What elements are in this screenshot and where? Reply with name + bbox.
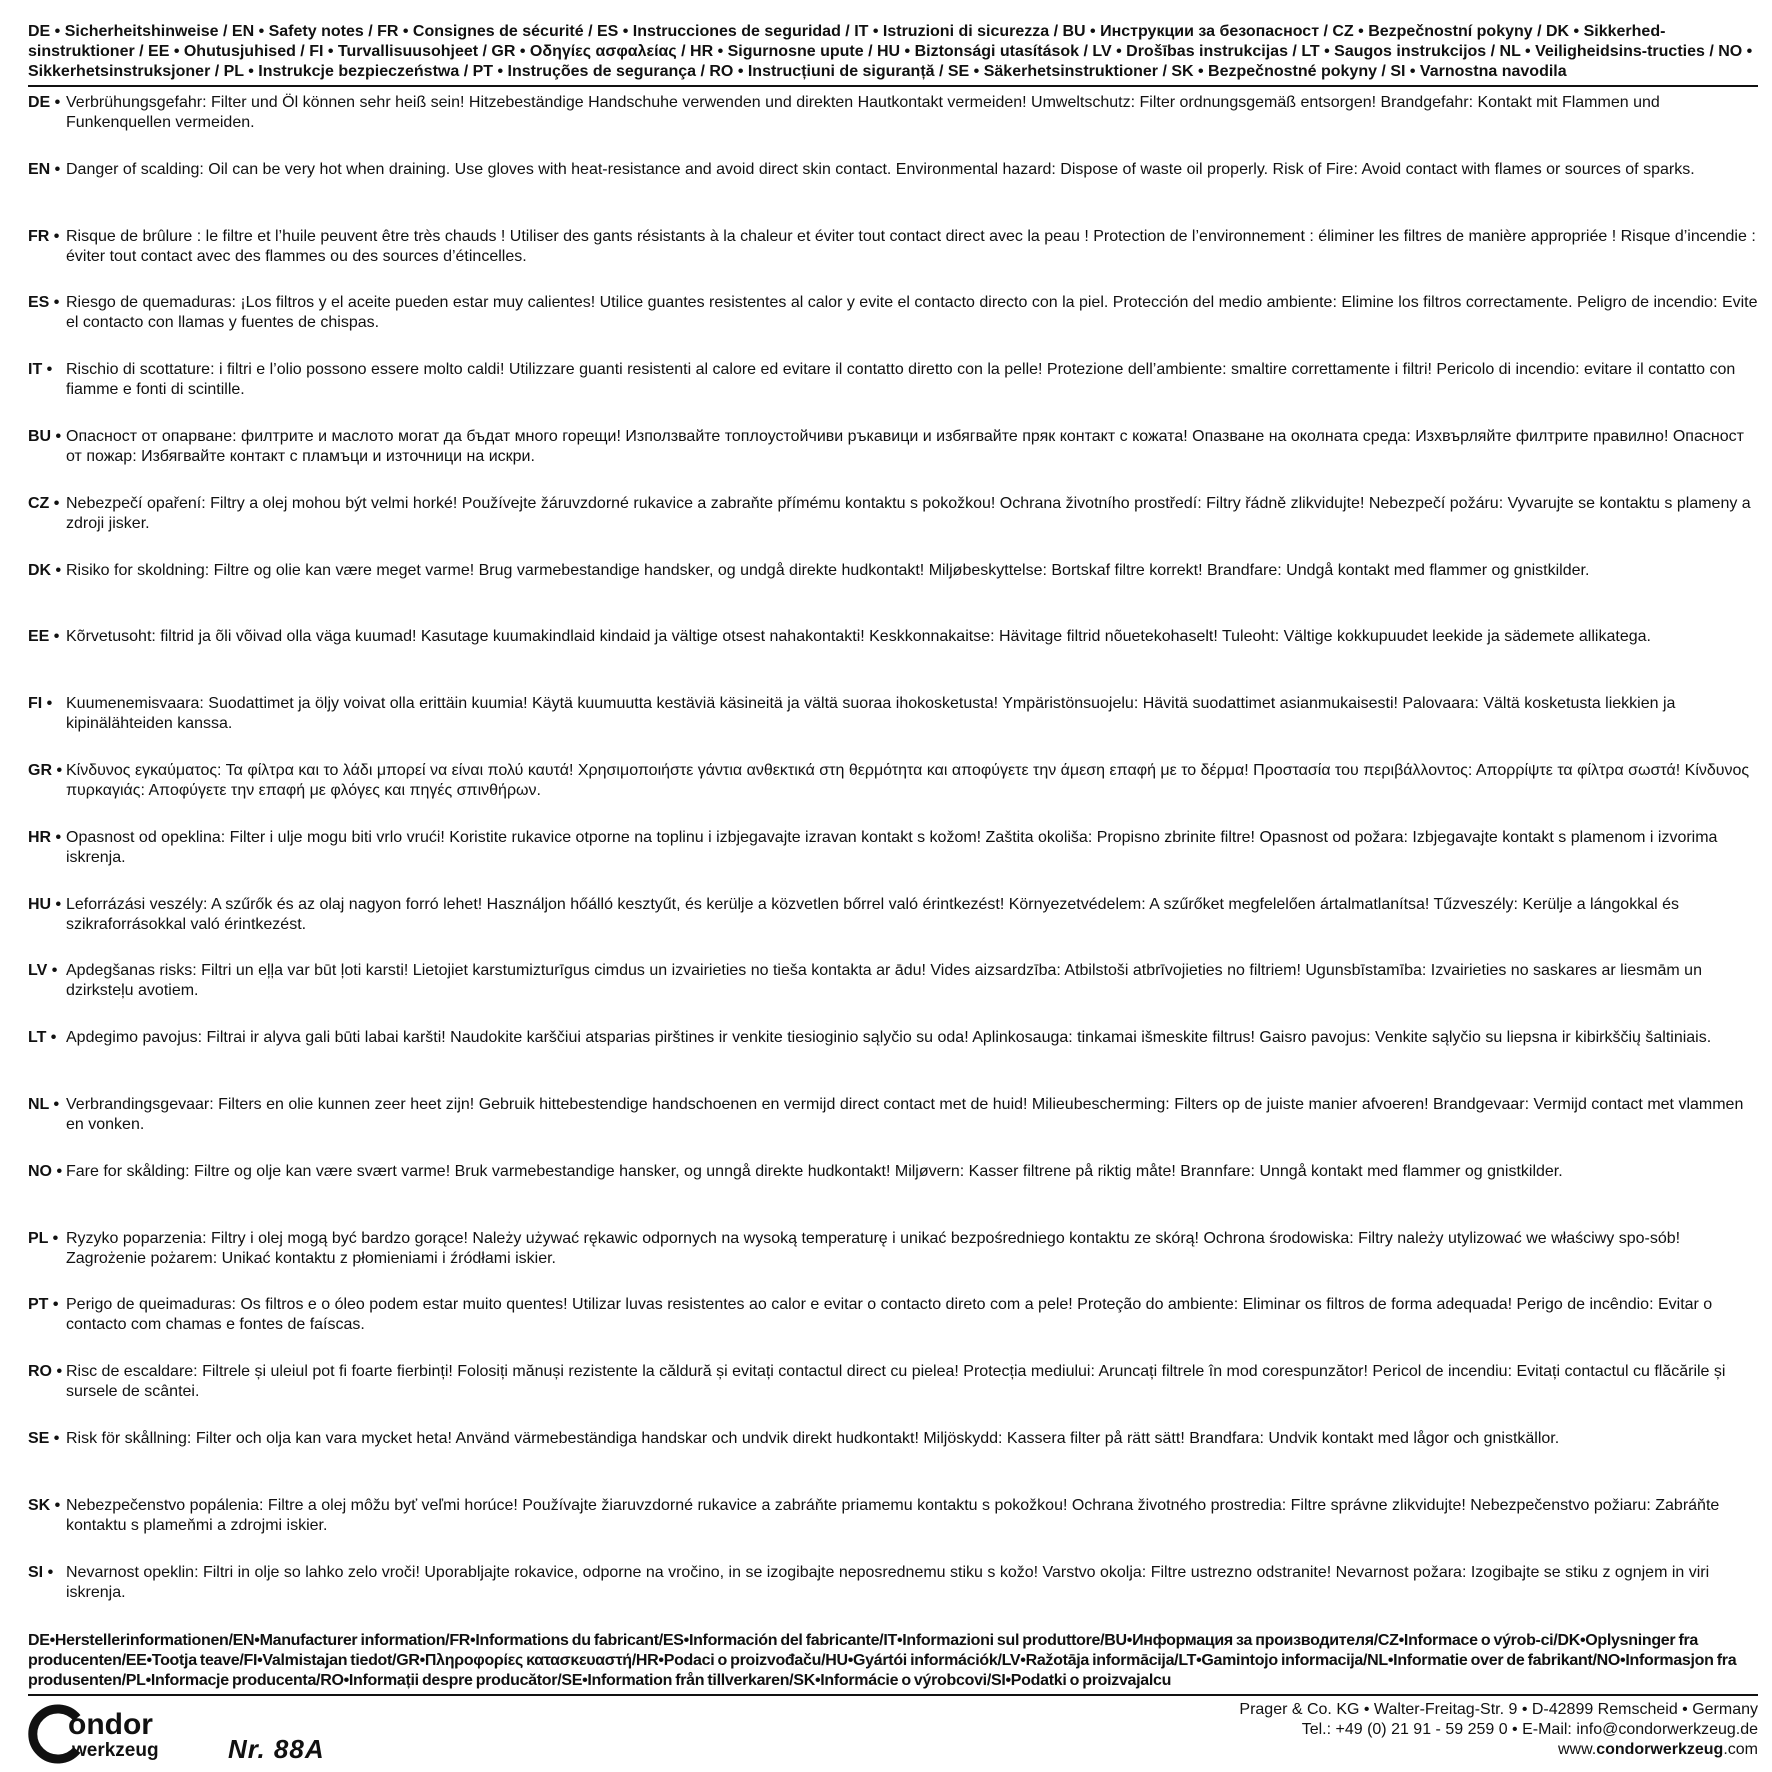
safety-note-dk xyxy=(28,561,1758,628)
safety-note-no xyxy=(28,1162,1758,1229)
language-code: IT • xyxy=(28,361,53,379)
language-code: LV • xyxy=(28,962,58,980)
safety-note-ro xyxy=(28,1362,1758,1429)
safety-note-text: Risiko for skoldning: Filtre og olie kan være meget varme! Brug varmebestandige handsker, og undgå direkte hudkontakt! Miljøbeskyttelse: Bortskaf filtre korrekt! Brandfare: Undgå kontakt med flammer og gnistkilder. xyxy=(66,561,1590,579)
language-code: SE • xyxy=(28,1429,60,1447)
safety-note-bu xyxy=(28,427,1758,494)
safety-note-it xyxy=(28,360,1758,427)
safety-note-text: Nevarnost opeklin: Filtri in olje so lahko zelo vroči! Uporabljajte rokavice, odporne na vročino, in se izogibajte neposrednemu stiku s kožo! Varstvo okolja: Filtre ustrezno odstranite! Nevarnost požara: Izogibajte se stiku z ognjem in viri iskrenja. xyxy=(66,1563,1710,1601)
manufacturer-address xyxy=(1239,1700,1758,1760)
condor-logo xyxy=(28,1700,228,1766)
footer xyxy=(28,1700,1758,1770)
language-code: NO • xyxy=(28,1162,63,1180)
safety-note-ee xyxy=(28,627,1758,694)
safety-note-cz xyxy=(28,494,1758,561)
contact-line: Tel.: +49 (0) 21 91 - 59 259 0 • E-Mail: info@condorwerkzeug.de xyxy=(1301,1721,1758,1738)
language-code: LT • xyxy=(28,1029,57,1047)
website-suffix: .com xyxy=(1723,1741,1758,1758)
safety-note-es xyxy=(28,293,1758,360)
safety-notes-list xyxy=(28,93,1758,1629)
safety-note-en xyxy=(28,160,1758,227)
safety-note-de xyxy=(28,93,1758,160)
language-code: RO • xyxy=(28,1363,63,1381)
safety-note-sk xyxy=(28,1496,1758,1563)
svg-text:werkzeug: werkzeug xyxy=(72,1740,159,1761)
language-code: FR • xyxy=(28,227,60,245)
language-code: GR • xyxy=(28,761,63,779)
language-code: HU • xyxy=(28,895,62,913)
language-code: NL • xyxy=(28,1095,60,1113)
safety-note-text: Riesgo de quemaduras: ¡Los filtros y el aceite pueden estar muy calientes! Utilice guantes resistentes al calor y evite el contacto directo con la piel. Protección del medio ambiente: Elimine los filtros correctamente. Peligro de incendio: Evite el contacto con llamas y fuentes de chispas. xyxy=(66,294,1758,332)
safety-note-text: Verbrühungsgefahr: Filter und Öl können sehr heiß sein! Hitzebeständige Handschuhe verwenden und direkten Hautkontakt vermeiden! Umweltschutz: Filter ordnungsgemäß entsorgen! Brandgefahr: Kontakt mit Flammen und Funkenquellen vermeiden. xyxy=(66,94,1660,131)
safety-note-fi xyxy=(28,694,1758,761)
safety-note-text: Risque de brûlure : le filtre et l’huile peuvent être très chauds ! Utiliser des gants résistants à la chaleur et éviter tout contact direct avec la peau ! Protection de l’environnement : éliminer les filtres de manière appropriée ! Risque d’incendie : éviter tout contact avec des flammes ou des sources d’étincelles. xyxy=(66,227,1756,265)
safety-note-text: Nebezpečenstvo popálenia: Filtre a olej môžu byť veľmi horúce! Používajte žiaruvzdorné rukavice a zabráňte priamemu kontaktu s pokožkou! Ochrana životného prostredia: Filtre správne zlikvidujte! Nebezpečenstvo požiaru: Zabráňte kontaktu s plameňmi a zdrojmi iskier. xyxy=(66,1496,1720,1534)
safety-note-hr xyxy=(28,828,1758,895)
language-code: CZ • xyxy=(28,494,60,512)
safety-note-pt xyxy=(28,1295,1758,1362)
safety-note-text: Leforrázási veszély: A szűrők és az olaj nagyon forró lehet! Használjon hőálló kesztyűt, és kerülje a közvetlen bőrrel való érintkezést! Környezetvédelem: A szűrőket megfelelően ártalmatlanítsa! Tűzveszély: Kerülje a lángokkal és szikraforrásokkal való érintkezést. xyxy=(66,895,1679,933)
safety-note-text: Ryzyko poparzenia: Filtry i olej mogą być bardzo gorące! Należy używać rękawic odpornych na wysoką temperaturę i unikać bezpośredniego kontaktu ze skórą! Ochrona środowiska: Filtry należy utylizować we właściwy spo-sób! Zagrożenie pożarem: Unikać kontaktu z płomieniami i źródłami iskier. xyxy=(66,1229,1681,1267)
safety-note-si xyxy=(28,1563,1758,1630)
safety-note-text: Verbrandingsgevaar: Filters en olie kunnen zeer heet zijn! Gebruik hittebestendige handschoenen en vermijd direct contact met de huid! Milieubescherming: Filters op de juiste manier afvoeren! Brandgevaar: Vermijd contact met vlammen en vonken. xyxy=(66,1095,1744,1133)
language-code: EE • xyxy=(28,628,60,646)
condor-logo-mark xyxy=(28,1700,228,1766)
language-code: PT • xyxy=(28,1296,59,1314)
safety-note-text: Κίνδυνος εγκαύματος: Τα φίλτρα και το λάδι μπορεί να είναι πολύ καυτά! Χρησιμοποιήστε γάντια ανθεκτικά στη θερμότητα και αποφύγετε την άμεση επαφή με το δέρμα! Προστασία του περιβάλλοντος: Απορρίψτε τα φίλτρα σωστά! Κίνδυνος πυρκαγιάς: Αποφύγετε την επαφή με φλόγες και πηγές σπινθήρων. xyxy=(66,761,1750,799)
language-code: SK • xyxy=(28,1496,61,1514)
language-code: ES • xyxy=(28,294,60,312)
safety-note-text: Опасност от опарване: филтрите и маслото могат да бъдат много горещи! Използвайте топлоустойчиви ръкавици и избягвайте пряк контакт с кожата! Опазване на околната среда: Изхвърляйте филтрите правилно! Опасност от пожар: Избягвайте контакт с пламъци и източници на искри. xyxy=(66,427,1744,465)
website-prefix: www. xyxy=(1557,1741,1597,1758)
language-code: BU • xyxy=(28,427,62,445)
safety-note-text: Risc de escaldare: Filtrele și uleiul pot fi foarte fierbinți! Folosiți mănuși rezistente la căldură și evitați contactul direct cu pielea! Protecția mediului: Aruncați filtrele în mod corespunzător! Pericol de incendiu: Evitați contactul cu flăcările și sursele de scântei. xyxy=(66,1363,1726,1401)
safety-note-text: Risk för skållning: Filter och olja kan vara mycket heta! Använd värmebeständiga handskar och undvik direkt hudkontakt! Miljöskydd: Kassera filter på rätt sätt! Brandfara: Undvik kontakt med lågor och gnistkällor. xyxy=(66,1429,1560,1447)
safety-note-text: Fare for skålding: Filtre og olje kan være svært varme! Bruk varmebestandige hansker, og unngå direkte hudkontakt! Miljøvern: Kasser filtrene på riktig måte! Brannfare: Unngå kontakt med flammer og gnistkilder. xyxy=(66,1162,1563,1180)
model-number: Nr. 88A xyxy=(228,1734,325,1764)
language-code: DK • xyxy=(28,561,62,579)
safety-note-fr xyxy=(28,227,1758,294)
language-code: DE • xyxy=(28,94,61,111)
website-domain: condorwerkzeug xyxy=(1596,1741,1724,1758)
safety-note-text: Kuumenemisvaara: Suodattimet ja öljy voivat olla erittäin kuumia! Käytä kuumuutta kestäviä käsineitä ja vältä suoraa ihokosketusta! Ympäristönsuojelu: Hävitä suodattimet asianmukaisesti! Palovaara: Vältä kosketusta liekkien ja kipinälähteiden kanssa. xyxy=(66,695,1676,733)
safety-notes-heading: DE • Sicherheitshinweise / EN • Safety notes / FR • Consignes de sécurité / ES • Instrucciones de seguridad / IT • Istruzioni di sicurezza / BU • Инструкции за безопасност / CZ • Bezpečnostní pokyny / DK • Sikkerhed-sinstruktioner / EE • Ohutusjuhised / FI • Turvallisuusohjeet / GR • Οδηγίες ασφαλείας / HR • Sigurnosne upute / HU • Biztonsági utasítások / LV • Drošības instrukcijas / LT • Saugos instrukcijos / NL • Veiligheidsins-tructies / NO • Sikkerhetsinstruksjoner / PL • Instrukcje bezpieczeństwa / PT • Instruções de segurança / RO • Instrucțiuni de siguranță / SE • Säkerhetsinstruktioner / SK • Bezpečnostné pokyny / SI • Varnostna navodila xyxy=(28,22,1758,87)
language-code: FI • xyxy=(28,695,53,713)
manufacturer-section xyxy=(28,1631,1758,1696)
website-line xyxy=(1239,1740,1758,1760)
safety-note-text: Apdegšanas risks: Filtri un eļļa var būt ļoti karsti! Lietojiet karstumizturīgus cimdus un izvairieties no tieša kontakta ar ādu! Vides aizsardzība: Atbilstoši atbrīvojieties no filtriem! Ugunsbīstamība: Izvairieties no saskares ar liesmām un dzirksteļu avotiem. xyxy=(66,962,1702,1000)
safety-note-lv xyxy=(28,961,1758,1028)
address-line: Prager & Co. KG • Walter-Freitag-Str. 9 • D-42899 Remscheid • Germany xyxy=(1239,1701,1758,1718)
safety-note-text: Perigo de queimaduras: Os filtros e o óleo podem estar muito quentes! Utilizar luvas resistentes ao calor e evitar o contacto direto com a pele! Proteção do ambiente: Eliminar os filtros de forma adequada! Perigo de incêndio: Evitar o contacto com chamas e fontes de faíscas. xyxy=(66,1296,1713,1334)
safety-note-lt xyxy=(28,1028,1758,1095)
safety-note-text: Apdegimo pavojus: Filtrai ir alyva gali būti labai karšti! Naudokite karščiui atsparias pirštines ir venkite tiesioginio sąlyčio su oda! Aplinkosauga: tinkamai išmeskite filtrus! Gaisro pavojus: Venkite sąlyčio su liepsna ir kibirkščių šaltiniais. xyxy=(66,1029,1712,1047)
instruction-sheet xyxy=(28,22,1758,1696)
language-code: HR • xyxy=(28,828,62,846)
safety-note-pl xyxy=(28,1229,1758,1296)
svg-text:ondor: ondor xyxy=(68,1708,153,1741)
manufacturer-info-heading: DE•Herstellerinformationen/EN•Manufacturer information/FR•Informations du fabricant/ES•Información del fabricante/IT•Informazioni sul produttore/BU•Информация за производителя/CZ•Informace o výrob-ci/DK•Oplysninger fra producenten/EE•Tootja teave/FI•Valmistajan tiedot/GR•Πληροφορίες κατασκευαστή/HR•Podaci o proizvođaču/HU•Gyártói információk/LV•Ražotāja informācija/LT•Gamintojo informacija/NL•Informatie over de fabrikant/NO•Informasjon fra produsenten/PL•Informacje producenta/RO•Informații despre producător/SE•Information från tillverkaren/SK•Informácie o výrobcovi/SI•Podatki o proizvajalcu xyxy=(28,1631,1758,1696)
language-code: EN • xyxy=(28,160,61,178)
safety-note-text: Kõrvetusoht: filtrid ja õli võivad olla väga kuumad! Kasutage kuumakindlaid kindaid ja vältige otsest nahakontakti! Keskkonnakaitse: Hävitage filtrid nõuetekohaselt! Tuleoht: Vältige kokkupuudet leekide ja sädemete allikatega. xyxy=(66,628,1651,646)
language-code: PL • xyxy=(28,1229,59,1247)
safety-note-gr xyxy=(28,761,1758,828)
safety-note-text: Danger of scalding: Oil can be very hot when draining. Use gloves with heat-resistance and avoid direct skin contact. Environmental hazard: Dispose of waste oil properly. Risk of Fire: Avoid contact with flames or sources of sparks. xyxy=(66,160,1695,178)
language-code: SI • xyxy=(28,1563,54,1581)
safety-note-hu xyxy=(28,895,1758,962)
safety-note-se xyxy=(28,1429,1758,1496)
safety-note-text: Rischio di scottature: i filtri e l’olio possono essere molto caldi! Utilizzare guanti resistenti al calore ed evitare il contatto diretto con la pelle! Protezione dell’ambiente: smaltire correttamente i filtri! Pericolo di incendio: evitare il contatto con fiamme e fonti di scintille. xyxy=(66,361,1736,399)
safety-note-text: Opasnost od opeklina: Filter i ulje mogu biti vrlo vrući! Koristite rukavice otporne na toplinu i izbjegavajte izravan kontakt s kožom! Zaštita okoliša: Propisno zbrinite filtre! Opasnost od požara: Izbjegavajte kontakt s plamenom i izvorima iskrenja. xyxy=(66,828,1718,866)
safety-note-nl xyxy=(28,1095,1758,1162)
safety-note-text: Nebezpečí opaření: Filtry a olej mohou být velmi horké! Používejte žáruvzdorné rukavice a zabraňte přímému kontaktu s pokožkou! Ochrana životního prostředí: Filtry řádně zlikvidujte! Nebezpečí požáru: Vyvarujte se kontaktu s plameny a zdroji jisker. xyxy=(66,494,1751,532)
